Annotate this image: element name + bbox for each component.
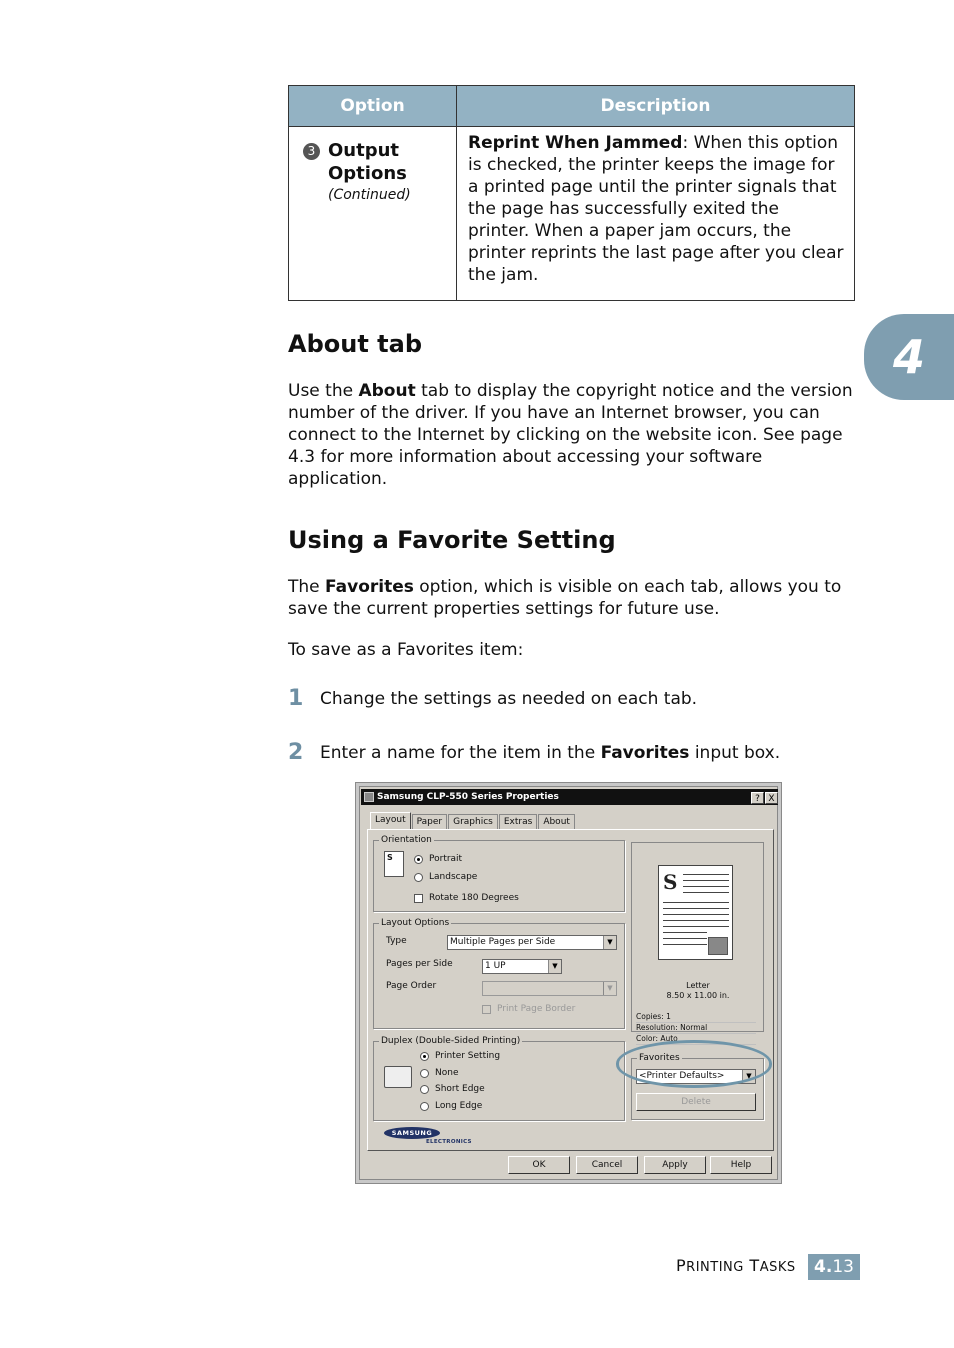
- step-text-post: input box.: [689, 743, 781, 763]
- about-text-bold: About: [358, 381, 416, 401]
- printer-setting-radio[interactable]: [420, 1052, 429, 1061]
- rotate-label: Rotate 180 Degrees: [429, 893, 519, 903]
- favorite-heading: Using a Favorite Setting: [288, 526, 616, 554]
- orientation-label: Orientation: [381, 835, 432, 845]
- tab-graphics[interactable]: Graphics: [448, 814, 498, 830]
- option-name-line2: Options: [328, 163, 407, 184]
- duplex-short-edge-option[interactable]: [420, 1084, 485, 1094]
- header-option: Option: [289, 86, 457, 127]
- about-heading: About tab: [288, 330, 423, 358]
- type-select[interactable]: [447, 935, 617, 950]
- step-text: [320, 688, 697, 710]
- samsung-logo-oval: SAMSUNG: [384, 1127, 440, 1139]
- help-title-button[interactable]: ?: [751, 792, 764, 804]
- samsung-logo-sub: ELECTRONICS: [426, 1139, 472, 1145]
- favorite-text-bold: Favorites: [325, 577, 414, 597]
- long-edge-label: Long Edge: [435, 1101, 483, 1111]
- landscape-radio[interactable]: [414, 873, 423, 882]
- chevron-down-icon[interactable]: ▼: [742, 1070, 755, 1083]
- chevron-down-icon[interactable]: ▼: [603, 936, 616, 949]
- page-preview: [631, 842, 764, 1043]
- chapter-tab: 4: [864, 314, 954, 400]
- favorite-text-pre: The: [288, 577, 326, 597]
- step-text-pre: Change the settings as needed on each tab.: [320, 689, 698, 709]
- step-2: [288, 742, 868, 764]
- type-label: Type: [386, 936, 407, 946]
- page-number: [808, 1254, 860, 1280]
- resolution-info: Resolution: Normal: [636, 1023, 756, 1034]
- step-text: [320, 742, 780, 764]
- page-number-page: 13: [832, 1257, 854, 1277]
- tab-about[interactable]: About: [538, 814, 575, 830]
- portrait-page-icon: S: [384, 851, 404, 877]
- short-edge-radio[interactable]: [420, 1085, 429, 1094]
- page-number-chapter: 4.: [814, 1257, 833, 1277]
- favorites-input[interactable]: [636, 1069, 756, 1084]
- header-description: Description: [457, 86, 855, 127]
- option-continued-note: (Continued): [328, 187, 411, 203]
- step-1: [288, 688, 868, 710]
- page-order-select[interactable]: [482, 981, 617, 996]
- favorite-paragraph: [288, 576, 858, 620]
- pages-per-side-label: Pages per Side: [386, 959, 453, 969]
- footer-rinting: RINTING: [686, 1260, 744, 1275]
- print-border-label: Print Page Border: [497, 1004, 576, 1014]
- footer-t: T: [749, 1256, 760, 1275]
- description-text: : When this option is checked, the printer keeps the image for a printed page until the printer signals that the page has successfully exited the printer. When a paper jam occurs, the printer reprints the last page after you clear the jam.: [468, 133, 844, 285]
- landscape-option[interactable]: [414, 872, 477, 882]
- duplex-group: [373, 1036, 625, 1121]
- short-edge-label: Short Edge: [435, 1084, 485, 1094]
- step-text-bold: Favorites: [600, 743, 690, 763]
- ok-button[interactable]: OK: [508, 1156, 570, 1174]
- portrait-option[interactable]: [414, 854, 462, 864]
- footer-p: P: [676, 1256, 687, 1275]
- type-value: Multiple Pages per Side: [450, 937, 556, 947]
- step-number: 2: [288, 740, 304, 765]
- copies-info: Copies: 1: [636, 1012, 756, 1023]
- about-text-pre: Use the: [288, 381, 359, 401]
- favorites-group: [631, 1053, 764, 1120]
- page-order-label: Page Order: [386, 981, 437, 991]
- dialog-frame: [359, 786, 778, 1180]
- duplex-long-edge-option[interactable]: [420, 1101, 482, 1111]
- step-text-pre: Enter a name for the item in the: [320, 743, 601, 763]
- about-text-post: tab to display the copyright notice and the version number of the driver. If you have an Internet browser, you can connect to the Internet by clicking on the website icon. See page 4.3 for more information about accessing your software application.: [288, 381, 853, 489]
- favorites-value: <Printer Defaults>: [639, 1071, 725, 1081]
- dialog-titlebar: [361, 789, 778, 805]
- printer-icon: [364, 792, 374, 802]
- duplex-label: Duplex (Double-Sided Printing): [381, 1036, 521, 1046]
- printer-setting-label: Printer Setting: [435, 1051, 501, 1061]
- rotate-checkbox[interactable]: [414, 894, 423, 903]
- long-edge-radio[interactable]: [420, 1102, 429, 1111]
- number-badge: 3: [303, 143, 320, 160]
- pages-per-side-value: 1 UP: [485, 961, 506, 971]
- print-border-checkbox[interactable]: [482, 1005, 491, 1014]
- apply-button[interactable]: Apply: [644, 1156, 706, 1174]
- page-thumbnail: [658, 865, 733, 960]
- dialog-tabs: [370, 812, 576, 830]
- favorite-intro: To save as a Favorites item:: [288, 640, 524, 660]
- samsung-logo: [384, 1127, 472, 1145]
- paper-name: Letter: [686, 981, 710, 990]
- favorite-text-post: option, which is visible on each tab, allows you to save the current properties settings for future use.: [288, 577, 842, 619]
- print-border-option[interactable]: [482, 1004, 575, 1014]
- tab-layout[interactable]: Layout: [370, 812, 411, 830]
- delete-button[interactable]: Delete: [636, 1093, 756, 1111]
- layout-options-label: Layout Options: [381, 918, 450, 928]
- footer-asks: ASKS: [759, 1260, 796, 1275]
- portrait-radio[interactable]: [414, 855, 423, 864]
- chevron-down-icon[interactable]: ▼: [548, 960, 561, 973]
- favorites-label: Favorites: [639, 1053, 680, 1063]
- option-table: [288, 85, 855, 301]
- portrait-label: Portrait: [429, 854, 463, 864]
- duplex-printer-setting-option[interactable]: [420, 1051, 500, 1061]
- footer-section-title: [676, 1256, 796, 1275]
- option-name-line1: Output: [328, 140, 400, 161]
- none-label: None: [435, 1068, 459, 1078]
- duplex-printer-icon: [384, 1066, 412, 1088]
- paper-size: 8.50 x 11.00 in.: [666, 991, 730, 1000]
- chevron-down-icon[interactable]: ▼: [603, 982, 616, 995]
- about-paragraph: [288, 380, 858, 490]
- step-number: 1: [288, 686, 304, 711]
- color-info: Color: Auto: [636, 1034, 756, 1045]
- none-radio[interactable]: [420, 1069, 429, 1078]
- layout-panel: [367, 829, 774, 1151]
- tab-paper[interactable]: Paper: [412, 814, 448, 830]
- description-cell: [457, 127, 855, 301]
- image-thumbnail-icon: [708, 937, 728, 955]
- table-row: [289, 127, 855, 301]
- orientation-group: [373, 835, 625, 912]
- layout-options-group: [373, 918, 625, 1029]
- landscape-label: Landscape: [429, 872, 478, 882]
- duplex-none-option[interactable]: [420, 1068, 458, 1078]
- samsung-s-icon: S: [663, 870, 678, 894]
- dialog-title: Samsung CLP-550 Series Properties: [377, 792, 559, 802]
- help-button[interactable]: Help: [710, 1156, 772, 1174]
- properties-dialog: [355, 782, 782, 1184]
- pages-per-side-select[interactable]: [482, 959, 562, 974]
- cancel-button[interactable]: Cancel: [576, 1156, 638, 1174]
- rotate-option[interactable]: [414, 893, 519, 903]
- description-term: Reprint When Jammed: [468, 133, 683, 153]
- option-cell: [289, 127, 457, 301]
- close-title-button[interactable]: X: [765, 792, 778, 804]
- tab-extras[interactable]: Extras: [499, 814, 537, 830]
